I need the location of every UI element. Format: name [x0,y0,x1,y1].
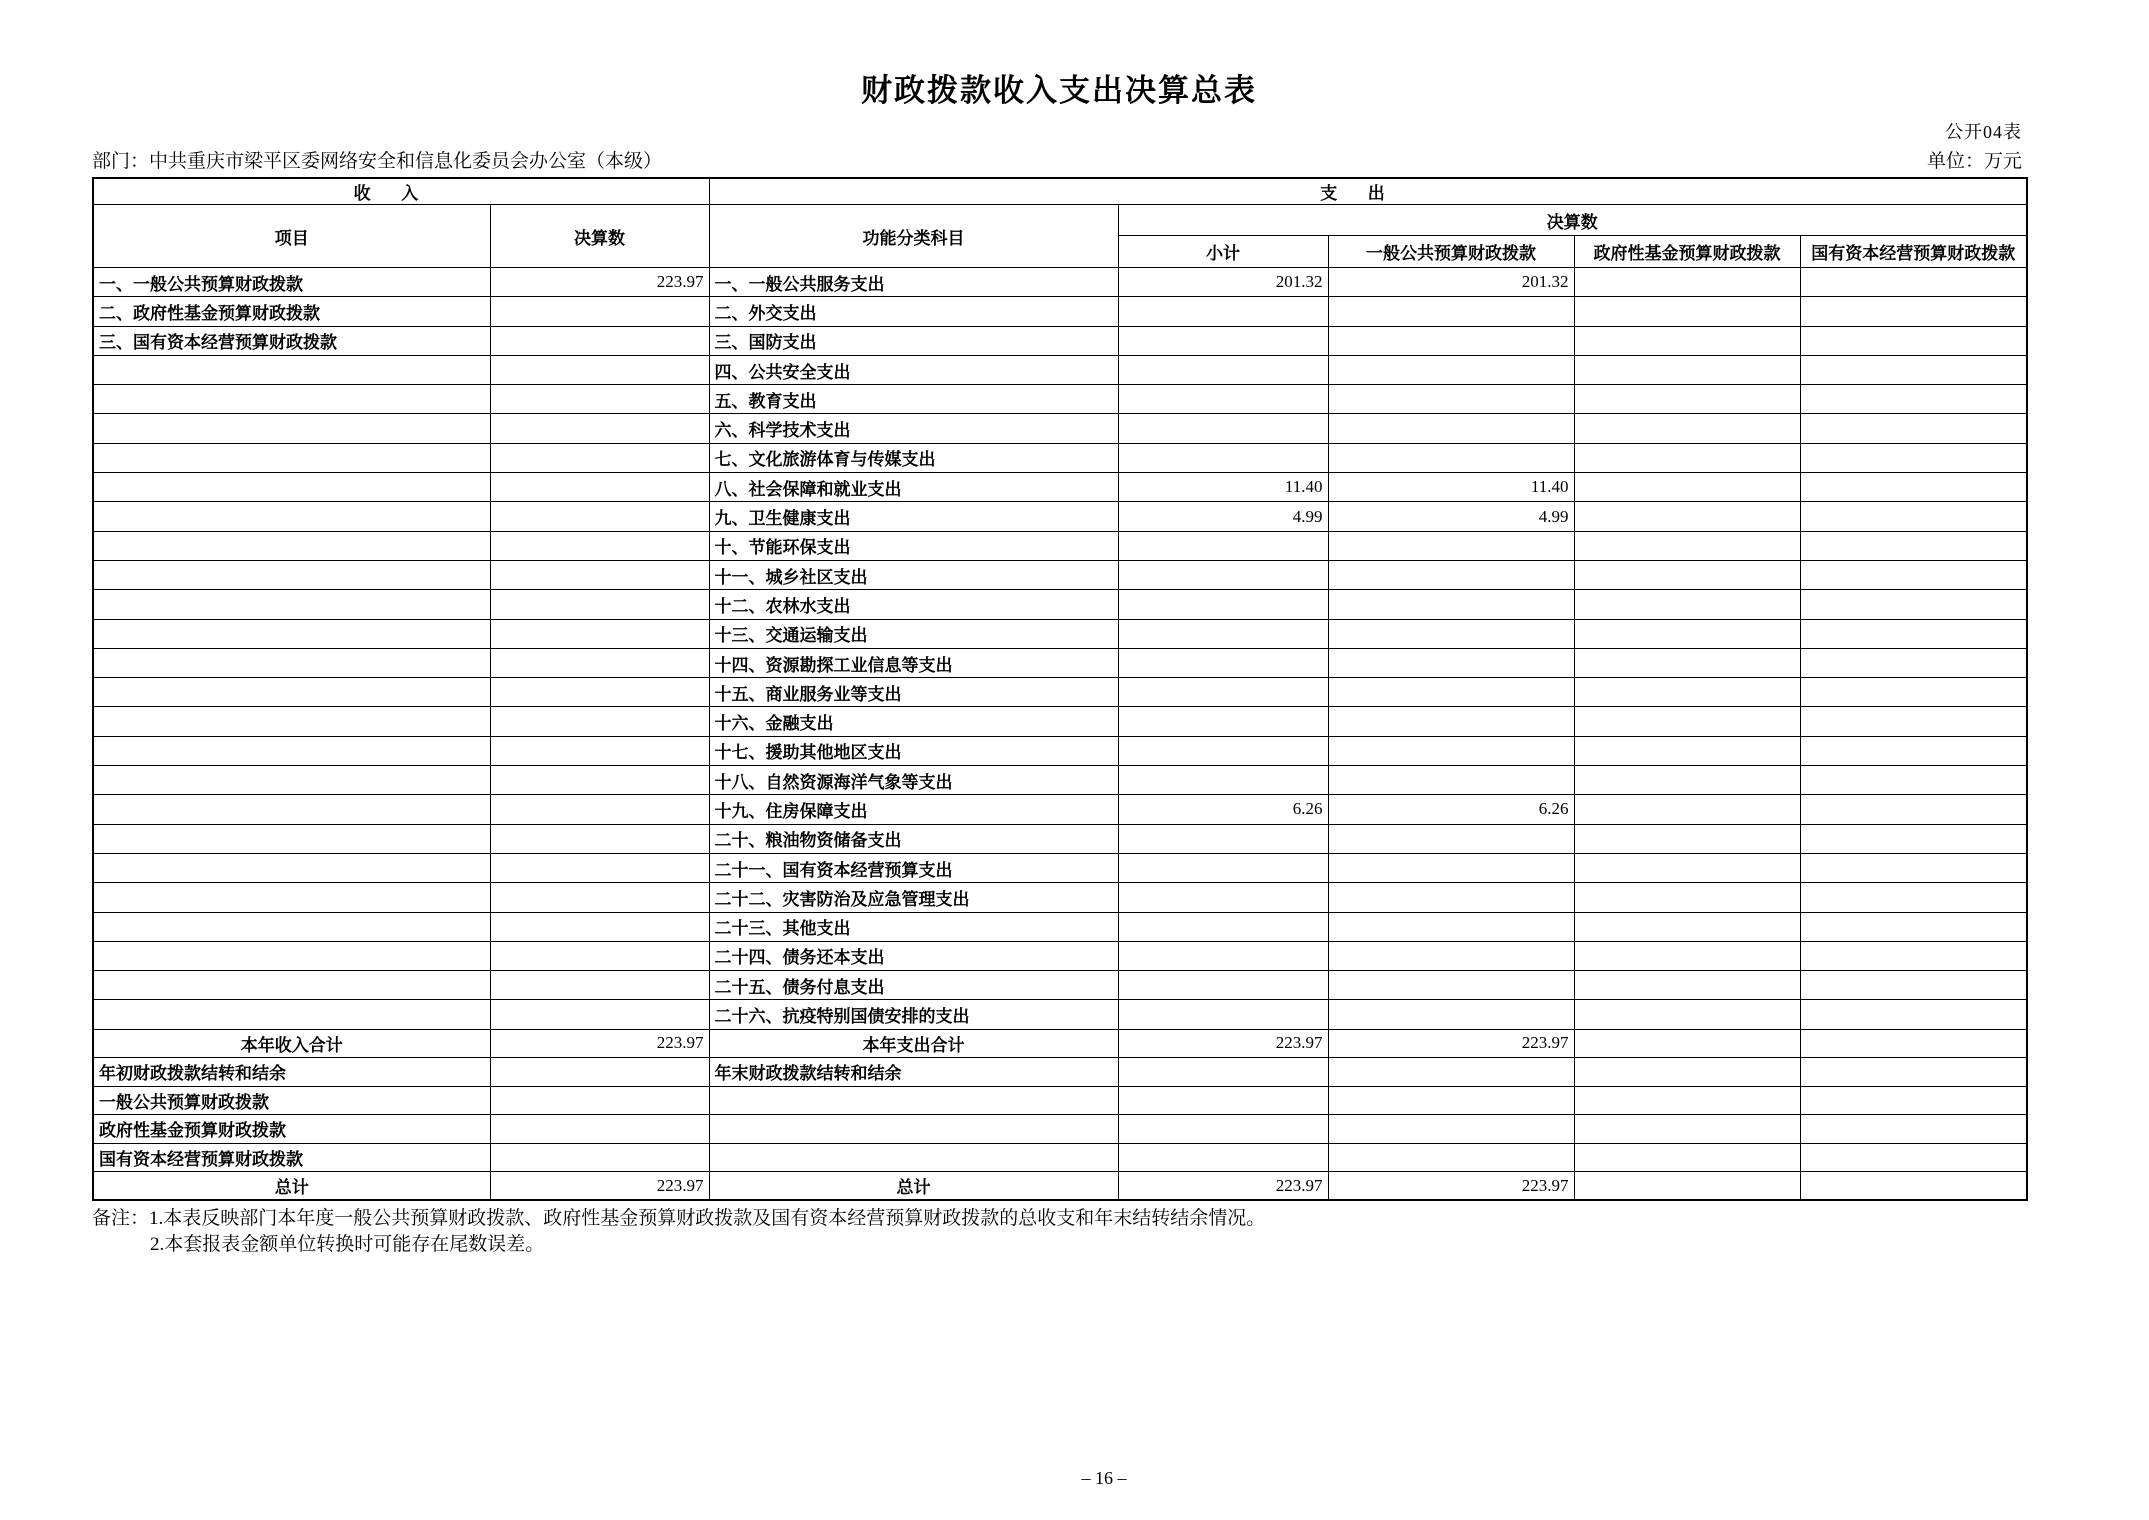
state-capital-cell [1800,560,2027,589]
income-item-cell [93,531,490,560]
subtotal-cell: 223.97 [1118,1172,1328,1201]
expense-item-cell: 十一、城乡社区支出 [709,560,1118,589]
income-amount-cell [490,1000,709,1029]
income-item-cell [93,678,490,707]
income-amount-cell [490,883,709,912]
state-capital-cell [1800,531,2027,560]
income-item-cell [93,853,490,882]
state-capital-cell [1800,1086,2027,1115]
expense-item-cell [709,1086,1118,1115]
data-row-18 [93,766,2027,795]
income-item-cell [93,619,490,648]
subtotal-cell: 6.26 [1118,795,1328,824]
income-amount-cell [490,590,709,619]
data-row-3 [93,326,2027,355]
subtotal-cell [1118,1086,1328,1115]
gov-fund-cell [1574,531,1800,560]
gov-fund-cell [1574,883,1800,912]
state-capital-cell [1800,502,2027,531]
income-amount-cell [490,560,709,589]
expense-item-cell: 二十四、债务还本支出 [709,941,1118,970]
gov-fund-cell [1574,355,1800,384]
data-row-21 [93,853,2027,882]
data-row-12 [93,590,2027,619]
data-row-13 [93,619,2027,648]
income-amount-cell [490,1115,709,1144]
subtotal-cell: 223.97 [1118,1029,1328,1058]
income-item-cell: 总计 [93,1172,490,1201]
income-item-cell: 年初财政拨款结转和结余 [93,1058,490,1087]
general-budget-header: 一般公共预算财政拨款 [1328,236,1574,268]
expense-item-cell: 十八、自然资源海洋气象等支出 [709,766,1118,795]
income-item-cell [93,824,490,853]
gov-fund-cell [1574,1029,1800,1058]
state-capital-header: 国有资本经营预算财政拨款 [1800,236,2027,268]
unit-label: 单位：万元 [1926,151,2022,172]
gov-fund-cell [1574,824,1800,853]
income-amount-cell [490,912,709,941]
income-amount-cell [490,473,709,502]
table-header [93,178,2027,268]
general-budget-cell [1328,355,1574,384]
income-item-cell [93,355,490,384]
general-budget-cell [1328,824,1574,853]
subtotal-cell [1118,971,1328,1000]
data-row-15 [93,678,2027,707]
subtotal-cell: 11.40 [1118,473,1328,502]
data-row-1 [93,268,2027,297]
general-budget-cell [1328,883,1574,912]
subtotal-cell [1118,414,1328,443]
income-amount-cell [490,1143,709,1172]
general-budget-cell [1328,1000,1574,1029]
subtotal-cell [1118,648,1328,677]
subtotal-cell [1118,443,1328,472]
general-budget-cell [1328,1143,1574,1172]
expense-item-cell: 二、外交支出 [709,297,1118,326]
subtotal-cell [1118,678,1328,707]
state-capital-cell [1800,971,2027,1000]
state-capital-cell [1800,1172,2027,1201]
gov-fund-cell [1574,414,1800,443]
income-item-cell: 一般公共预算财政拨款 [93,1086,490,1115]
footnotes [92,1206,1265,1258]
income-amount-cell [490,648,709,677]
state-capital-cell [1800,414,2027,443]
income-amount-cell [490,766,709,795]
expense-item-cell: 二十五、债务付息支出 [709,971,1118,1000]
general-budget-cell [1328,619,1574,648]
income-item-cell [93,590,490,619]
gov-fund-cell [1574,766,1800,795]
department-label: 部门：中共重庆市梁平区委网络安全和信息化委员会办公室（本级） [92,151,663,172]
general-budget-cell: 223.97 [1328,1029,1574,1058]
subtotal-cell [1118,531,1328,560]
subtotal-cell [1118,883,1328,912]
gov-fund-cell [1574,1143,1800,1172]
expense-item-cell: 二十三、其他支出 [709,912,1118,941]
income-item-cell [93,971,490,1000]
state-capital-cell [1800,473,2027,502]
gov-fund-cell [1574,1058,1800,1087]
data-row-10 [93,531,2027,560]
income-item-cell: 本年收入合计 [93,1029,490,1058]
general-budget-cell [1328,912,1574,941]
state-capital-cell [1800,853,2027,882]
subtotal-cell [1118,853,1328,882]
state-capital-cell [1800,1143,2027,1172]
expense-item-cell: 十四、资源勘探工业信息等支出 [709,648,1118,677]
state-capital-cell [1800,355,2027,384]
state-capital-cell [1800,590,2027,619]
state-capital-cell [1800,385,2027,414]
data-row-8 [93,473,2027,502]
summary-row-2 [93,1058,2027,1087]
subtotal-cell [1118,707,1328,736]
income-amount-cell [490,502,709,531]
income-item-cell [93,912,490,941]
summary-row-4 [93,1115,2027,1144]
summary-row-3 [93,1086,2027,1115]
subtotal-cell [1118,590,1328,619]
subtotal-cell [1118,1058,1328,1087]
expense-item-cell: 二十六、抗疫特别国债安排的支出 [709,1000,1118,1029]
expense-item-cell: 十六、金融支出 [709,707,1118,736]
expense-item-cell: 二十一、国有资本经营预算支出 [709,853,1118,882]
subtotal-cell [1118,355,1328,384]
state-capital-cell [1800,1115,2027,1144]
state-capital-cell [1800,268,2027,297]
gov-fund-cell [1574,1000,1800,1029]
expense-item-cell: 本年支出合计 [709,1029,1118,1058]
gov-fund-cell [1574,941,1800,970]
expense-item-cell [709,1143,1118,1172]
expense-item-cell: 一、一般公共服务支出 [709,268,1118,297]
expense-item-cell: 十三、交通运输支出 [709,619,1118,648]
general-budget-cell [1328,1115,1574,1144]
general-budget-cell [1328,941,1574,970]
expense-item-cell: 二十、粮油物资储备支出 [709,824,1118,853]
subtotal-cell [1118,326,1328,355]
income-item-cell [93,883,490,912]
income-amount-cell [490,971,709,1000]
subtotal-cell [1118,941,1328,970]
subtotal-cell [1118,385,1328,414]
state-capital-cell [1800,678,2027,707]
income-item-cell [93,502,490,531]
general-budget-cell [1328,297,1574,326]
gov-fund-cell [1574,1115,1800,1144]
income-item-cell: 一、一般公共预算财政拨款 [93,268,490,297]
state-capital-cell [1800,443,2027,472]
subtotal-cell [1118,766,1328,795]
gov-fund-header: 政府性基金预算财政拨款 [1574,236,1800,268]
gov-fund-cell [1574,736,1800,765]
data-row-24 [93,941,2027,970]
income-amount-cell [490,297,709,326]
state-capital-cell [1800,1000,2027,1029]
gov-fund-cell [1574,678,1800,707]
expense-section-header: 支出 [709,178,2027,205]
data-row-26 [93,1000,2027,1029]
expense-item-cell: 五、教育支出 [709,385,1118,414]
general-budget-cell [1328,736,1574,765]
gov-fund-cell [1574,443,1800,472]
summary-row-6 [93,1172,2027,1201]
expense-item-cell: 十七、援助其他地区支出 [709,736,1118,765]
subtotal-cell [1118,912,1328,941]
income-amount-cell [490,326,709,355]
income-item-cell [93,766,490,795]
subtotal-header: 小计 [1118,236,1328,268]
general-budget-cell [1328,326,1574,355]
expense-item-cell: 年末财政拨款结转和结余 [709,1058,1118,1087]
general-budget-cell [1328,971,1574,1000]
income-amount-header: 决算数 [490,205,709,268]
income-amount-cell [490,619,709,648]
state-capital-cell [1800,1029,2027,1058]
subtotal-cell [1118,1143,1328,1172]
data-row-20 [93,824,2027,853]
data-row-14 [93,648,2027,677]
income-amount-cell [490,736,709,765]
subtotal-cell [1118,619,1328,648]
state-capital-cell [1800,736,2027,765]
income-amount-cell [490,795,709,824]
gov-fund-cell [1574,297,1800,326]
expense-amount-group-header: 决算数 [1118,205,2027,236]
general-budget-cell [1328,766,1574,795]
data-row-17 [93,736,2027,765]
expense-item-cell: 四、公共安全支出 [709,355,1118,384]
subtotal-cell [1118,297,1328,326]
general-budget-cell [1328,414,1574,443]
income-amount-cell [490,385,709,414]
data-row-7 [93,443,2027,472]
state-capital-cell [1800,648,2027,677]
expense-item-cell [709,1115,1118,1144]
expense-item-cell: 十五、商业服务业等支出 [709,678,1118,707]
general-budget-cell: 201.32 [1328,268,1574,297]
subtotal-cell [1118,1115,1328,1144]
data-row-19 [93,795,2027,824]
gov-fund-cell [1574,1172,1800,1201]
expense-item-cell: 九、卫生健康支出 [709,502,1118,531]
footnote-2: 2.本套报表金额单位转换时可能存在尾数误差。 [150,1234,545,1255]
state-capital-cell [1800,766,2027,795]
gov-fund-cell [1574,707,1800,736]
state-capital-cell [1800,619,2027,648]
general-budget-cell [1328,590,1574,619]
expense-item-cell: 十九、住房保障支出 [709,795,1118,824]
expense-item-cell: 六、科学技术支出 [709,414,1118,443]
subtotal-cell [1118,736,1328,765]
gov-fund-cell [1574,619,1800,648]
expense-item-cell: 八、社会保障和就业支出 [709,473,1118,502]
footnote-1: 备注：1.本表反映部门本年度一般公共预算财政拨款、政府性基金预算财政拨款及国有资本经营预算财政拨款的总收支和年末结转结余情况。 [92,1208,1266,1229]
gov-fund-cell [1574,795,1800,824]
income-item-cell [93,941,490,970]
expense-item-cell: 二十二、灾害防治及应急管理支出 [709,883,1118,912]
income-item-cell [93,795,490,824]
data-row-2 [93,297,2027,326]
expense-item-header: 功能分类科目 [709,205,1118,268]
state-capital-cell [1800,912,2027,941]
income-amount-cell [490,941,709,970]
income-item-cell: 二、政府性基金预算财政拨款 [93,297,490,326]
expense-item-cell: 十二、农林水支出 [709,590,1118,619]
income-amount-cell [490,531,709,560]
income-item-cell [93,736,490,765]
page-number: – 16 – [1081,1468,1127,1488]
data-row-5 [93,385,2027,414]
income-amount-cell: 223.97 [490,1029,709,1058]
general-budget-cell [1328,1086,1574,1115]
table-code-label: 公开04表 [1945,122,2022,142]
income-item-cell [93,648,490,677]
expense-item-cell: 三、国防支出 [709,326,1118,355]
state-capital-cell [1800,941,2027,970]
gov-fund-cell [1574,1086,1800,1115]
income-item-cell [93,443,490,472]
state-capital-cell [1800,297,2027,326]
income-item-cell: 三、国有资本经营预算财政拨款 [93,326,490,355]
general-budget-cell [1328,560,1574,589]
data-row-6 [93,414,2027,443]
subtotal-cell [1118,824,1328,853]
gov-fund-cell [1574,473,1800,502]
data-row-16 [93,707,2027,736]
income-amount-cell [490,1058,709,1087]
income-amount-cell: 223.97 [490,1172,709,1201]
table-body [93,268,2027,1201]
income-item-header: 项目 [93,205,490,268]
gov-fund-cell [1574,648,1800,677]
income-section-header: 收入 [93,178,709,205]
page-title: 财政拨款收入支出决算总表 [861,73,1257,108]
state-capital-cell [1800,707,2027,736]
gov-fund-cell [1574,385,1800,414]
gov-fund-cell [1574,502,1800,531]
income-item-cell [93,707,490,736]
income-amount-cell [490,678,709,707]
state-capital-cell [1800,795,2027,824]
income-amount-cell: 223.97 [490,268,709,297]
fiscal-summary-table [92,177,2028,1201]
state-capital-cell [1800,883,2027,912]
data-row-23 [93,912,2027,941]
data-row-25 [93,971,2027,1000]
general-budget-cell [1328,678,1574,707]
income-item-cell [93,1000,490,1029]
gov-fund-cell [1574,912,1800,941]
expense-item-cell: 十、节能环保支出 [709,531,1118,560]
general-budget-cell [1328,853,1574,882]
general-budget-cell: 6.26 [1328,795,1574,824]
income-amount-cell [490,443,709,472]
gov-fund-cell [1574,268,1800,297]
income-amount-cell [490,1086,709,1115]
general-budget-cell [1328,707,1574,736]
data-row-22 [93,883,2027,912]
summary-row-5 [93,1143,2027,1172]
income-amount-cell [490,853,709,882]
income-item-cell: 国有资本经营预算财政拨款 [93,1143,490,1172]
data-row-11 [93,560,2027,589]
income-item-cell [93,414,490,443]
general-budget-cell [1328,443,1574,472]
income-item-cell [93,385,490,414]
general-budget-cell: 11.40 [1328,473,1574,502]
state-capital-cell [1800,824,2027,853]
income-amount-cell [490,414,709,443]
summary-row-1 [93,1029,2027,1058]
general-budget-cell [1328,1058,1574,1087]
subtotal-cell [1118,560,1328,589]
general-budget-cell: 4.99 [1328,502,1574,531]
state-capital-cell [1800,326,2027,355]
gov-fund-cell [1574,326,1800,355]
expense-item-cell: 总计 [709,1172,1118,1201]
subtotal-cell [1118,1000,1328,1029]
income-amount-cell [490,824,709,853]
general-budget-cell: 223.97 [1328,1172,1574,1201]
subtotal-cell: 4.99 [1118,502,1328,531]
gov-fund-cell [1574,853,1800,882]
income-amount-cell [490,355,709,384]
gov-fund-cell [1574,971,1800,1000]
subtotal-cell: 201.32 [1118,268,1328,297]
state-capital-cell [1800,1058,2027,1087]
income-item-cell [93,473,490,502]
gov-fund-cell [1574,560,1800,589]
data-row-4 [93,355,2027,384]
gov-fund-cell [1574,590,1800,619]
general-budget-cell [1328,531,1574,560]
general-budget-cell [1328,648,1574,677]
income-amount-cell [490,707,709,736]
section-header-row [93,178,2027,205]
column-header-row-1 [93,205,2027,236]
income-item-cell: 政府性基金预算财政拨款 [93,1115,490,1144]
income-item-cell [93,560,490,589]
expense-item-cell: 七、文化旅游体育与传媒支出 [709,443,1118,472]
data-row-9 [93,502,2027,531]
general-budget-cell [1328,385,1574,414]
